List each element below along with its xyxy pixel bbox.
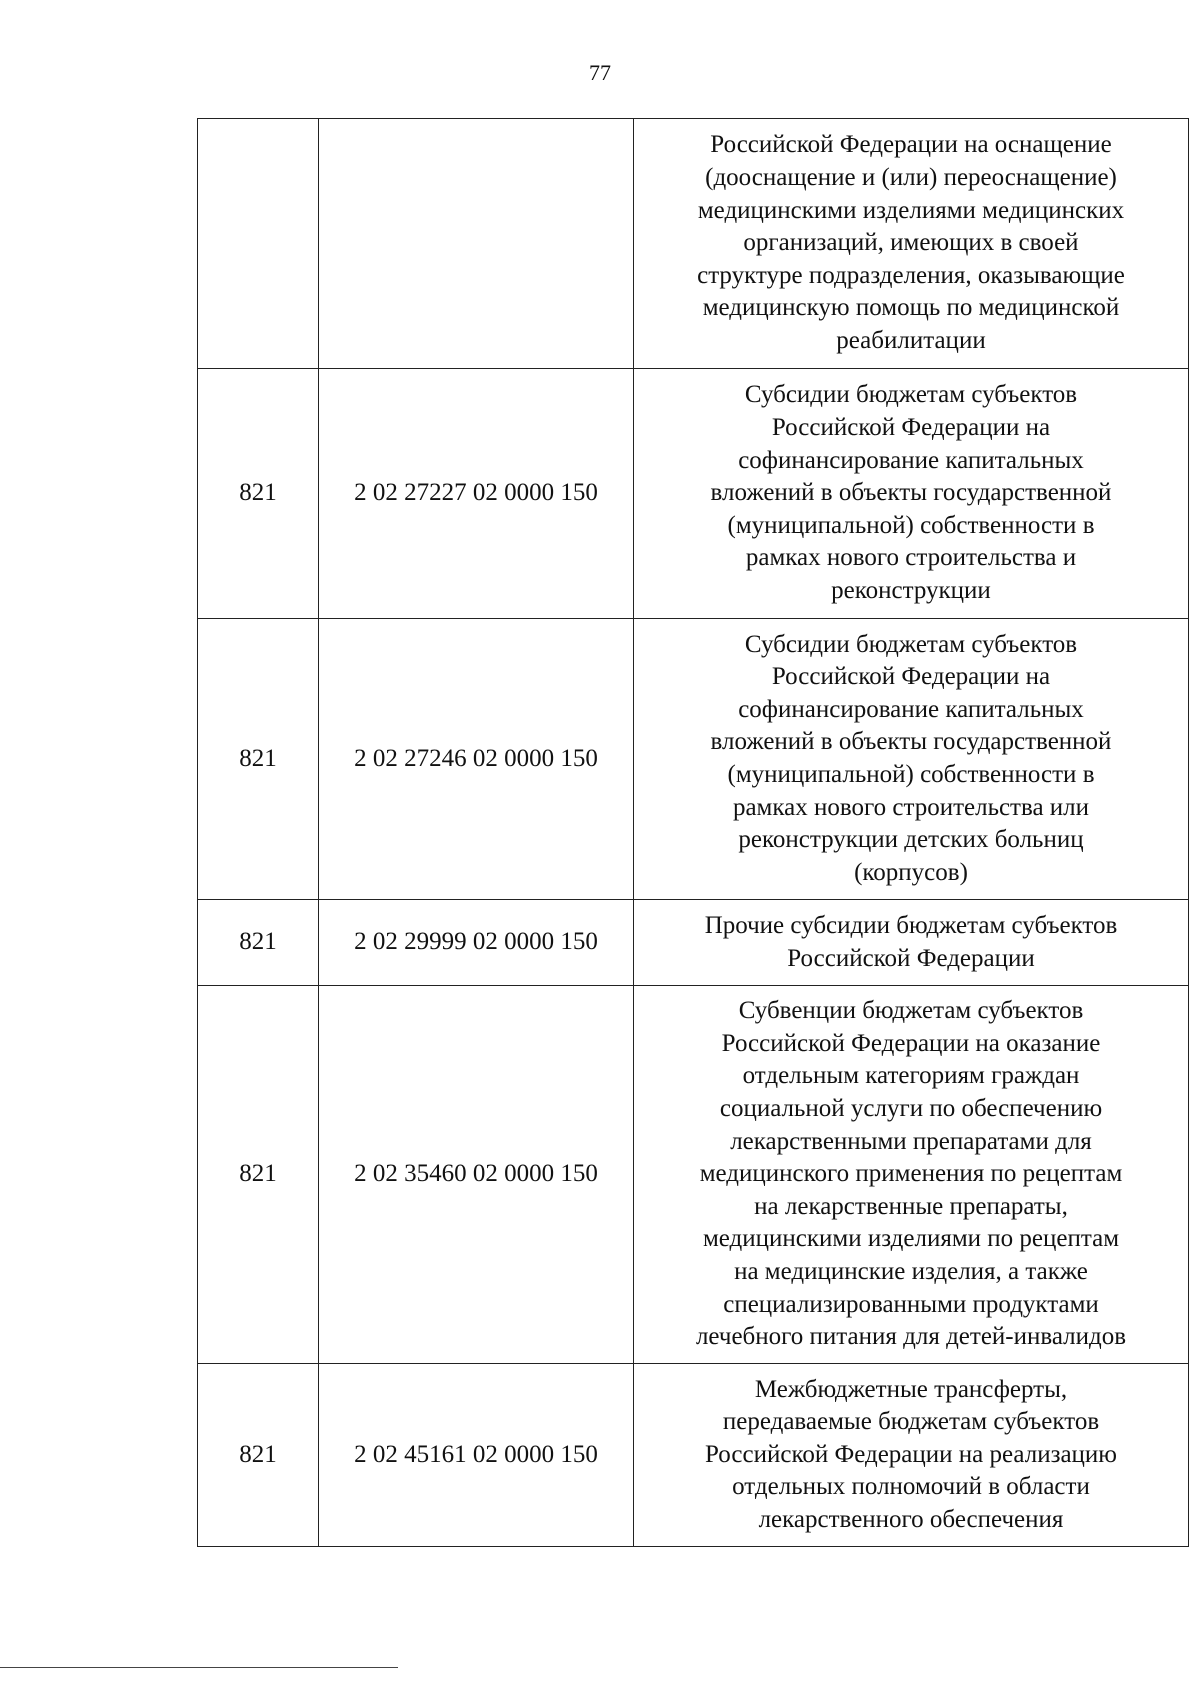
- table-row: [198, 986, 1189, 1364]
- description-cell: [634, 900, 1189, 986]
- description-line: медицинскими изделиями по рецептам: [702, 1225, 1120, 1253]
- description-line: организаций, имеющих в своей: [743, 229, 1079, 257]
- table-row: [198, 369, 1189, 619]
- description-line: Субвенции бюджетам субъектов: [738, 997, 1084, 1025]
- budget-code-cell: 2 02 35460 02 0000 150: [319, 986, 634, 1364]
- footnote-separator: [0, 1667, 398, 1668]
- description-line: медицинскую помощь по медицинской: [702, 294, 1120, 322]
- budget-code-cell: 2 02 27246 02 0000 150: [319, 619, 634, 900]
- description-line: Российской Федерации: [787, 944, 1035, 972]
- table-row: [198, 619, 1189, 900]
- description-cell: [634, 1364, 1189, 1547]
- table-row: [198, 119, 1189, 369]
- description-line: реконструкции детских больниц: [738, 826, 1084, 854]
- description-line: реабилитации: [836, 326, 986, 354]
- description-line: отдельным категориям граждан: [742, 1062, 1080, 1090]
- description-line: Субсидии бюджетам субъектов: [744, 381, 1078, 409]
- description-line: лечебного питания для детей-инвалидов: [695, 1323, 1127, 1351]
- description-line: Российской Федерации на оснащение: [710, 131, 1112, 159]
- table-body: [198, 119, 1189, 1547]
- description-cell: [634, 369, 1189, 619]
- description-cell: [634, 986, 1189, 1364]
- description-line: социальной услуги по обеспечению: [719, 1095, 1103, 1123]
- description-line: рамках нового строительства или: [732, 793, 1090, 821]
- description-line: (муниципальной) собственности в: [727, 511, 1095, 539]
- description-line: Субсидии бюджетам субъектов: [744, 630, 1078, 658]
- description-cell: [634, 119, 1189, 369]
- description-line: Прочие субсидии бюджетам субъектов: [704, 911, 1118, 939]
- description-line: Межбюджетные трансферты,: [754, 1375, 1068, 1403]
- description-line: на лекарственные препараты,: [754, 1192, 1068, 1220]
- description-line: Российской Федерации на реализацию: [705, 1440, 1117, 1468]
- description-line: вложений в объекты государственной: [710, 479, 1112, 507]
- table-row: [198, 900, 1189, 986]
- description-line: структуре подразделения, оказывающие: [697, 261, 1125, 289]
- admin-code-cell: 821: [198, 986, 319, 1364]
- description-line: софинансирование капитальных: [738, 695, 1084, 723]
- description-line: отдельных полномочий в области: [732, 1473, 1090, 1501]
- budget-classification-table: [197, 118, 1189, 1547]
- admin-code-cell: [198, 119, 319, 369]
- description-line: на медицинские изделия, а также: [734, 1257, 1088, 1285]
- description-cell: [634, 619, 1189, 900]
- admin-code-cell: 821: [198, 619, 319, 900]
- admin-code-cell: 821: [198, 369, 319, 619]
- description-line: Российской Федерации на оказание: [721, 1029, 1101, 1057]
- budget-code-cell: 2 02 45161 02 0000 150: [319, 1364, 634, 1547]
- description-line: лекарственного обеспечения: [758, 1505, 1064, 1533]
- description-line: (корпусов): [854, 858, 968, 886]
- description-line: медицинского применения по рецептам: [699, 1160, 1123, 1188]
- description-line: Российской Федерации на: [771, 663, 1051, 691]
- budget-code-cell: [319, 119, 634, 369]
- description-line: софинансирование капитальных: [738, 446, 1084, 474]
- table-row: [198, 1364, 1189, 1547]
- description-line: (дооснащение и (или) переоснащение): [705, 164, 1117, 192]
- admin-code-cell: 821: [198, 1364, 319, 1547]
- description-line: рамках нового строительства и: [745, 544, 1077, 572]
- description-line: передаваемые бюджетам субъектов: [722, 1408, 1100, 1436]
- description-line: (муниципальной) собственности в: [727, 761, 1095, 788]
- description-line: специализированными продуктами: [723, 1290, 1099, 1318]
- budget-code-cell: 2 02 29999 02 0000 150: [319, 900, 634, 986]
- budget-code-cell: 2 02 27227 02 0000 150: [319, 369, 634, 619]
- description-line: вложений в объекты государственной: [710, 728, 1112, 756]
- admin-code-cell: 821: [198, 900, 319, 986]
- description-line: реконструкции: [831, 576, 991, 604]
- page-number: 77: [589, 60, 611, 85]
- description-line: лекарственными препаратами для: [730, 1127, 1092, 1155]
- description-line: Российской Федерации на: [771, 414, 1051, 442]
- description-line: медицинскими изделиями медицинских: [697, 196, 1125, 224]
